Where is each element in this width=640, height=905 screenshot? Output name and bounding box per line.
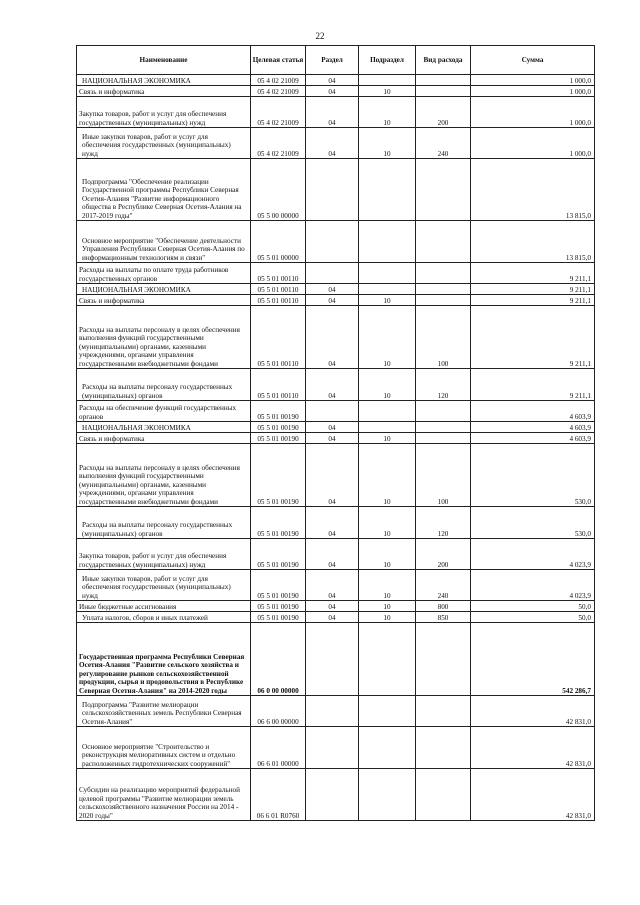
- row-subsection: [359, 159, 416, 221]
- row-section: 04: [306, 306, 359, 369]
- row-expense-type: [416, 159, 471, 221]
- row-target-article: 05 4 02 21009: [251, 86, 306, 97]
- row-name: Субсидии на реализацию мероприятий федеральной целевой программы "Развитие мелиорации земель сельскохозяйственного назначения России на 2014 - 2020 годы": [77, 769, 251, 821]
- row-name: Закупка товаров, работ и услуг для обеспечения государственных (муниципальных) нужд: [77, 97, 251, 128]
- row-subsection: [359, 623, 416, 696]
- row-subsection: [359, 696, 416, 727]
- column-header-name: Наименование: [77, 46, 251, 75]
- row-section: 04: [306, 601, 359, 612]
- row-section: 04: [306, 97, 359, 128]
- row-sum: 530,0: [471, 444, 595, 507]
- row-subsection: [359, 221, 416, 263]
- row-target-article: 05 5 01 00190: [251, 433, 306, 444]
- column-header-section: Раздел: [306, 46, 359, 75]
- row-name: Иные бюджетные ассигнования: [77, 601, 251, 612]
- row-target-article: 06 6 01 R0760: [251, 769, 306, 821]
- budget-table: [76, 45, 595, 821]
- row-target-article: 05 5 01 00190: [251, 444, 306, 507]
- table-row: [77, 295, 595, 306]
- row-subsection: 10: [359, 507, 416, 539]
- row-sum: 42 831,0: [471, 696, 595, 727]
- row-name: Подпрограмма "Развитие мелиорации сельскохозяйственных земель Республики Северная Осетия-Алания": [77, 696, 251, 727]
- row-sum: 50,0: [471, 601, 595, 612]
- row-expense-type: [416, 401, 471, 422]
- row-target-article: 05 5 01 00190: [251, 601, 306, 612]
- row-target-article: 05 5 01 00110: [251, 295, 306, 306]
- row-section: 04: [306, 570, 359, 601]
- row-sum: 9 211,1: [471, 263, 595, 284]
- row-name: Связь и информатика: [77, 295, 251, 306]
- row-target-article: 05 5 01 00110: [251, 284, 306, 295]
- table-row: [77, 284, 595, 295]
- row-section: [306, 769, 359, 821]
- row-name: Основное мероприятие "Обеспечение деятельности Управления Республики Северная Осетия-Алания по информационным технологиям и связи": [77, 221, 251, 263]
- row-sum: 13 815,0: [471, 221, 595, 263]
- row-sum: 13 815,0: [471, 159, 595, 221]
- row-sum: 9 211,1: [471, 284, 595, 295]
- row-name: Основное мероприятие "Строительство и реконструкция мелиоративных систем и отдельно расположенных гидротехнических сооружений": [77, 727, 251, 769]
- row-name: Закупка товаров, работ и услуг для обеспечения государственных (муниципальных) нужд: [77, 539, 251, 570]
- row-name: Подпрограмма "Обеспечение реализации Государственной программы Республики Северная Осетия-Алания "Развитие информационного общества в Республике Северная Осетия-Алания на 2017-2019 годы": [77, 159, 251, 221]
- row-subsection: 10: [359, 306, 416, 369]
- row-target-article: 05 5 01 00110: [251, 369, 306, 401]
- row-sum: 1 000,0: [471, 75, 595, 86]
- row-sum: 9 211,1: [471, 306, 595, 369]
- row-section: [306, 159, 359, 221]
- row-target-article: 05 4 02 21009: [251, 75, 306, 86]
- row-target-article: 05 5 01 00190: [251, 612, 306, 623]
- row-name: Расходы на выплаты персоналу государственных (муниципальных) органов: [77, 507, 251, 539]
- row-target-article: 05 5 01 00190: [251, 401, 306, 422]
- table-row: [77, 75, 595, 86]
- row-name: НАЦИОНАЛЬНАЯ ЭКОНОМИКА: [77, 284, 251, 295]
- row-target-article: 05 5 01 00190: [251, 570, 306, 601]
- row-expense-type: [416, 263, 471, 284]
- row-section: [306, 623, 359, 696]
- row-name: Расходы на выплаты персоналу в целях обеспечения выполнения функций государственными (муниципальными) органами, казенными учреждениями, органами управления государственными внебюджетными фондами: [77, 444, 251, 507]
- row-section: [306, 263, 359, 284]
- row-section: [306, 221, 359, 263]
- row-subsection: 10: [359, 444, 416, 507]
- row-expense-type: [416, 422, 471, 433]
- table-row: [77, 97, 595, 128]
- row-sum: 50,0: [471, 612, 595, 623]
- table-row: [77, 601, 595, 612]
- row-sum: 542 286,7: [471, 623, 595, 696]
- row-sum: 42 831,0: [471, 769, 595, 821]
- row-name: Иные закупки товаров, работ и услуг для обеспечения государственных (муниципальных) нужд: [77, 128, 251, 159]
- row-section: [306, 696, 359, 727]
- row-subsection: [359, 284, 416, 295]
- row-name: НАЦИОНАЛЬНАЯ ЭКОНОМИКА: [77, 75, 251, 86]
- row-name: Уплата налогов, сборов и иных платежей: [77, 612, 251, 623]
- row-expense-type: 200: [416, 97, 471, 128]
- row-expense-type: 120: [416, 369, 471, 401]
- row-name: Расходы на выплаты персоналу в целях обеспечения выполнения функций государственными (муниципальными) органами, казенными учреждениями, органами управления государственными внебюджетными фондами: [77, 306, 251, 369]
- row-expense-type: [416, 623, 471, 696]
- row-section: 04: [306, 422, 359, 433]
- row-section: 04: [306, 75, 359, 86]
- row-subsection: 10: [359, 86, 416, 97]
- row-sum: 4 603,9: [471, 433, 595, 444]
- row-expense-type: [416, 769, 471, 821]
- row-section: 04: [306, 444, 359, 507]
- table-row: [77, 128, 595, 159]
- column-header-expense-type: Вид расхода: [416, 46, 471, 75]
- row-name: Расходы на выплаты персоналу государственных (муниципальных) органов: [77, 369, 251, 401]
- table-row: [77, 727, 595, 769]
- row-sum: 530,0: [471, 507, 595, 539]
- row-expense-type: [416, 433, 471, 444]
- row-section: 04: [306, 539, 359, 570]
- row-expense-type: [416, 284, 471, 295]
- row-name: Иные закупки товаров, работ и услуг для обеспечения государственных (муниципальных) нужд: [77, 570, 251, 601]
- row-section: [306, 727, 359, 769]
- row-target-article: 05 5 01 00000: [251, 221, 306, 263]
- table-row: [77, 369, 595, 401]
- column-header-subsection: Подраздел: [359, 46, 416, 75]
- row-subsection: [359, 401, 416, 422]
- row-name: Расходы на выплаты по оплате труда работников государственных органов: [77, 263, 251, 284]
- row-section: 04: [306, 612, 359, 623]
- table-row: [77, 769, 595, 821]
- row-target-article: 05 5 01 00190: [251, 539, 306, 570]
- row-expense-type: [416, 295, 471, 306]
- table-row: [77, 507, 595, 539]
- row-subsection: [359, 727, 416, 769]
- row-subsection: 10: [359, 433, 416, 444]
- table-row: [77, 444, 595, 507]
- table-header-row: [77, 46, 595, 75]
- row-target-article: 05 4 02 21009: [251, 128, 306, 159]
- row-expense-type: 800: [416, 601, 471, 612]
- row-section: 04: [306, 86, 359, 97]
- table-row: [77, 623, 595, 696]
- row-section: 04: [306, 433, 359, 444]
- table-row: [77, 221, 595, 263]
- row-expense-type: 200: [416, 539, 471, 570]
- row-subsection: [359, 769, 416, 821]
- row-sum: 42 831,0: [471, 727, 595, 769]
- row-expense-type: 240: [416, 128, 471, 159]
- row-expense-type: 100: [416, 306, 471, 369]
- row-sum: 4 603,9: [471, 401, 595, 422]
- column-header-target-article: Целевая статья: [251, 46, 306, 75]
- table-row: [77, 86, 595, 97]
- row-target-article: 05 5 00 00000: [251, 159, 306, 221]
- row-subsection: 10: [359, 601, 416, 612]
- row-target-article: 05 5 01 00110: [251, 263, 306, 284]
- table-row: [77, 401, 595, 422]
- row-expense-type: [416, 75, 471, 86]
- row-section: [306, 401, 359, 422]
- row-sum: 9 211,1: [471, 369, 595, 401]
- row-name: Государственная программа Республики Северная Осетия-Алания "Развитие сельского хозяйства и регулирование рынков сельскохозяйственной продукции, сырья и продовольствия в Республике Северная Осетия-Алания" на 2014-2020 годы: [77, 623, 251, 696]
- row-target-article: 05 5 01 00190: [251, 507, 306, 539]
- row-target-article: 05 5 01 00190: [251, 422, 306, 433]
- table-row: [77, 539, 595, 570]
- row-name: Связь и информатика: [77, 433, 251, 444]
- row-subsection: 10: [359, 570, 416, 601]
- row-expense-type: 850: [416, 612, 471, 623]
- table-row: [77, 570, 595, 601]
- row-subsection: 10: [359, 295, 416, 306]
- table-body: [77, 75, 595, 821]
- row-subsection: 10: [359, 539, 416, 570]
- row-sum: 1 000,0: [471, 128, 595, 159]
- row-sum: 4 023,9: [471, 570, 595, 601]
- row-sum: 1 000,0: [471, 97, 595, 128]
- row-sum: 4 603,9: [471, 422, 595, 433]
- row-subsection: 10: [359, 128, 416, 159]
- row-section: 04: [306, 369, 359, 401]
- row-subsection: [359, 75, 416, 86]
- column-header-sum: Сумма: [471, 46, 595, 75]
- row-target-article: 05 4 02 21009: [251, 97, 306, 128]
- row-section: 04: [306, 128, 359, 159]
- page-number: 22: [315, 31, 325, 41]
- table-row: [77, 306, 595, 369]
- row-sum: 9 211,1: [471, 295, 595, 306]
- row-target-article: 06 0 00 00000: [251, 623, 306, 696]
- row-name: Связь и информатика: [77, 86, 251, 97]
- row-expense-type: 100: [416, 444, 471, 507]
- table-row: [77, 612, 595, 623]
- table-row: [77, 159, 595, 221]
- row-name: НАЦИОНАЛЬНАЯ ЭКОНОМИКА: [77, 422, 251, 433]
- row-target-article: 05 5 01 00110: [251, 306, 306, 369]
- row-target-article: 06 6 01 00000: [251, 727, 306, 769]
- row-subsection: [359, 422, 416, 433]
- table-row: [77, 696, 595, 727]
- row-section: 04: [306, 507, 359, 539]
- row-subsection: 10: [359, 369, 416, 401]
- row-name: Расходы на обеспечение функций государственных органов: [77, 401, 251, 422]
- row-sum: 1 000,0: [471, 86, 595, 97]
- row-section: 04: [306, 284, 359, 295]
- row-subsection: 10: [359, 97, 416, 128]
- row-expense-type: [416, 221, 471, 263]
- row-expense-type: [416, 86, 471, 97]
- row-expense-type: 120: [416, 507, 471, 539]
- row-expense-type: 240: [416, 570, 471, 601]
- table-row: [77, 433, 595, 444]
- row-expense-type: [416, 727, 471, 769]
- row-subsection: [359, 263, 416, 284]
- table-row: [77, 422, 595, 433]
- row-section: 04: [306, 295, 359, 306]
- row-expense-type: [416, 696, 471, 727]
- row-sum: 4 023,9: [471, 539, 595, 570]
- row-target-article: 06 6 00 00000: [251, 696, 306, 727]
- table-row: [77, 263, 595, 284]
- row-subsection: 10: [359, 612, 416, 623]
